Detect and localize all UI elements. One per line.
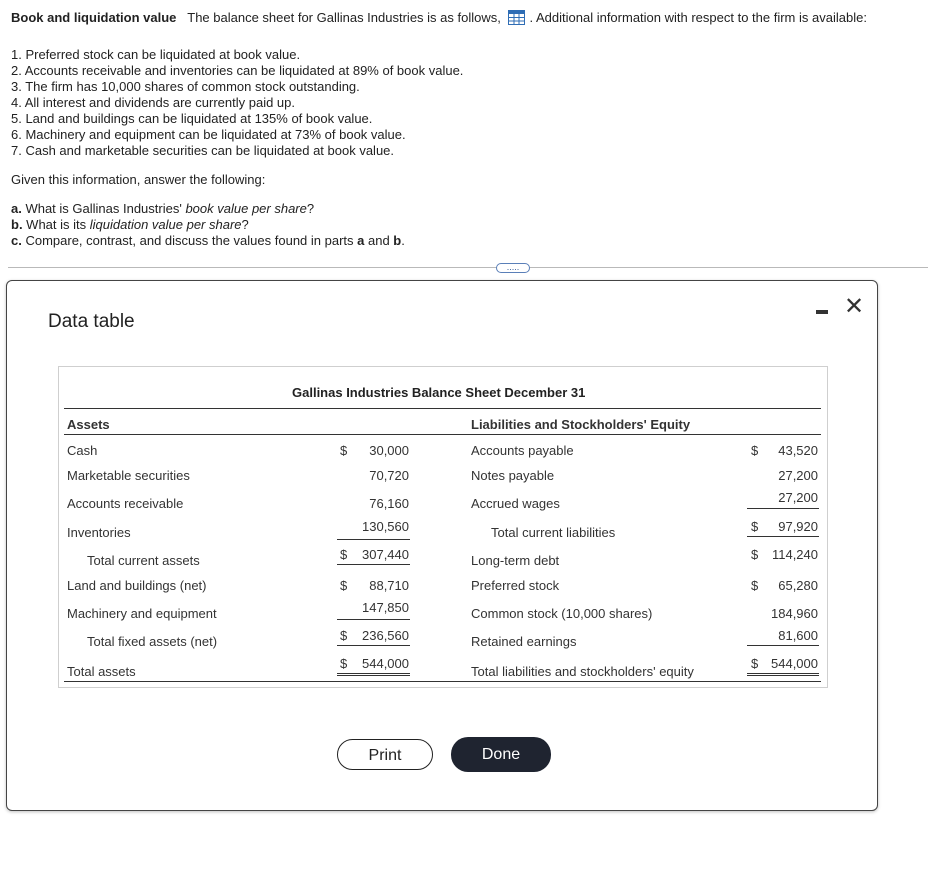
- part-b-text: What is its: [22, 217, 90, 232]
- liability-value: 43,520: [778, 443, 818, 458]
- asset-value: 70,720: [369, 468, 409, 483]
- dollar-sign: $: [751, 443, 759, 458]
- liability-label: Retained earnings: [471, 634, 577, 649]
- info-item: 2. Accounts receivable and inventories can be liquidated at 89% of book value.: [11, 63, 464, 78]
- asset-value: 130,560: [362, 519, 409, 534]
- rule: [337, 539, 410, 540]
- double-rule: [747, 673, 819, 676]
- part-a-post: ?: [306, 201, 315, 216]
- dollar-sign: $: [340, 443, 348, 458]
- part-c-label: c.: [11, 233, 22, 248]
- part-c-bold-b: b: [393, 233, 402, 248]
- rule: [64, 434, 821, 435]
- data-table-modal: [6, 280, 878, 811]
- asset-value: 76,160: [369, 496, 409, 511]
- liabilities-header: Liabilities and Stockholders' Equity: [471, 417, 691, 432]
- balance-sheet: [58, 366, 828, 688]
- dollar-sign: $: [340, 656, 348, 671]
- liability-value: 544,000: [771, 656, 818, 671]
- double-rule: [337, 673, 410, 676]
- rule: [64, 408, 821, 409]
- part-c-bold-a: a: [357, 233, 365, 248]
- liability-value: 27,200: [778, 490, 818, 505]
- asset-label: Machinery and equipment: [67, 606, 217, 621]
- asset-value: 307,440: [362, 547, 409, 562]
- asset-label: Cash: [67, 443, 98, 458]
- dollar-sign: $: [751, 547, 759, 562]
- info-item: 1. Preferred stock can be liquidated at book value.: [11, 47, 301, 62]
- part-a: [11, 201, 314, 216]
- liability-value: 184,960: [771, 606, 818, 621]
- asset-value: 236,560: [362, 628, 409, 643]
- asset-label: Inventories: [67, 525, 131, 540]
- asset-label: Total current assets: [87, 553, 200, 568]
- part-c: [11, 233, 405, 248]
- part-b-em: liquidation value per share: [89, 217, 242, 232]
- asset-label: Total fixed assets (net): [87, 634, 218, 649]
- rule: [64, 681, 821, 682]
- liability-label: Long-term debt: [471, 553, 560, 568]
- info-item: 7. Cash and marketable securities can be liquidated at book value.: [11, 143, 395, 158]
- liability-label: Total liabilities and stockholders' equity: [471, 664, 694, 679]
- liability-value: 97,920: [778, 519, 818, 534]
- part-c-text: Compare, contrast, and discuss the values found in parts: [21, 233, 358, 248]
- expand-handle[interactable]: .....: [496, 263, 530, 273]
- part-c-mid: and: [364, 233, 394, 248]
- part-c-post: .: [401, 233, 405, 248]
- part-a-em: book value per share: [185, 201, 307, 216]
- rule: [337, 564, 410, 565]
- rule: [747, 508, 819, 509]
- question-intro-after: . Additional information with respect to the firm is available:: [529, 10, 867, 25]
- rule: [747, 645, 819, 646]
- print-button[interactable]: Print: [337, 739, 433, 770]
- question-intro-line: [11, 10, 867, 25]
- asset-label: Total assets: [67, 664, 136, 679]
- part-b: [11, 217, 249, 232]
- sheet-title: Gallinas Industries Balance Sheet December 31: [292, 385, 586, 400]
- rule: [747, 536, 819, 537]
- part-b-post: ?: [241, 217, 249, 232]
- dollar-sign: $: [751, 519, 759, 534]
- asset-value: 30,000: [369, 443, 409, 458]
- asset-value: 88,710: [369, 578, 409, 593]
- assets-header: Assets: [67, 417, 110, 432]
- divider: [8, 267, 928, 268]
- close-button[interactable]: ✕: [844, 293, 865, 320]
- liability-label: Accrued wages: [471, 496, 560, 511]
- asset-value: 544,000: [362, 656, 409, 671]
- info-item: 3. The firm has 10,000 shares of common stock outstanding.: [11, 79, 360, 94]
- part-b-label: b.: [11, 217, 23, 232]
- modal-title: Data table: [48, 311, 135, 332]
- asset-value: 147,850: [362, 600, 409, 615]
- liability-label: Preferred stock: [471, 578, 560, 593]
- dollar-sign: $: [340, 578, 348, 593]
- rule: [337, 645, 410, 646]
- done-button[interactable]: Done: [451, 737, 551, 772]
- info-item: 6. Machinery and equipment can be liquidated at 73% of book value.: [11, 127, 406, 142]
- liability-label: Common stock (10,000 shares): [471, 606, 653, 621]
- liability-label: Total current liabilities: [491, 525, 616, 540]
- liability-label: Notes payable: [471, 468, 555, 483]
- info-item: 5. Land and buildings can be liquidated at 135% of book value.: [11, 111, 373, 126]
- liability-label: Accounts payable: [471, 443, 574, 458]
- data-table-icon[interactable]: [508, 10, 525, 25]
- liability-value: 81,600: [778, 628, 818, 643]
- dollar-sign: $: [751, 578, 759, 593]
- asset-label: Accounts receivable: [67, 496, 184, 511]
- part-a-label: a.: [11, 201, 22, 216]
- given-text: Given this information, answer the following:: [11, 172, 266, 187]
- part-a-text: What is Gallinas Industries': [21, 201, 186, 216]
- minimize-button[interactable]: [814, 304, 830, 318]
- liability-value: 27,200: [778, 468, 818, 483]
- dollar-sign: $: [340, 628, 348, 643]
- info-item: 4. All interest and dividends are currently paid up.: [11, 95, 296, 110]
- question-intro: The balance sheet for Gallinas Industries is as follows,: [187, 10, 501, 25]
- asset-label: Land and buildings (net): [67, 578, 207, 593]
- asset-label: Marketable securities: [67, 468, 190, 483]
- liability-value: 65,280: [778, 578, 818, 593]
- dollar-sign: $: [751, 656, 759, 671]
- question-heading: Book and liquidation value: [11, 10, 177, 25]
- dollar-sign: $: [340, 547, 348, 562]
- liability-value: 114,240: [771, 547, 818, 562]
- rule: [337, 619, 410, 620]
